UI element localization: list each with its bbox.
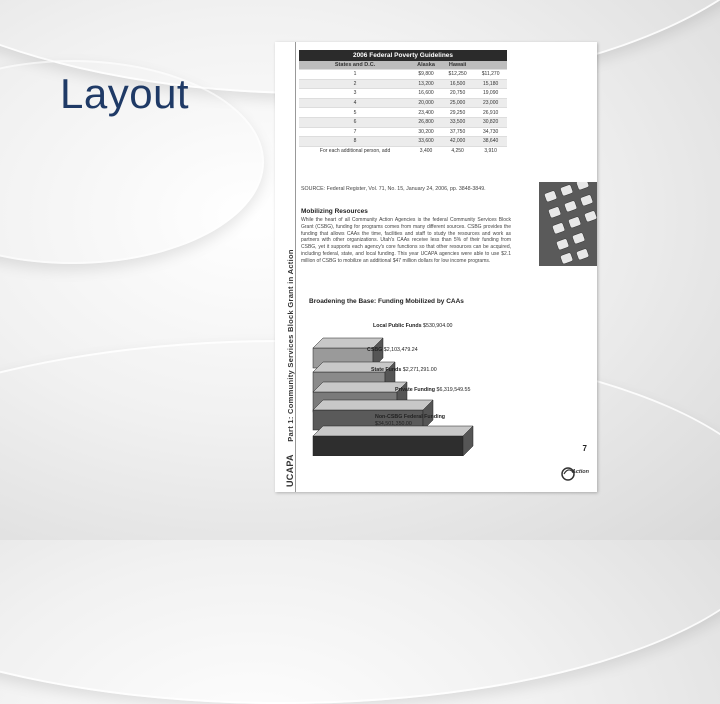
poverty-guidelines-table xyxy=(299,50,507,155)
slide-title: Layout xyxy=(60,70,190,117)
table-row xyxy=(299,89,507,99)
chart-label-3 xyxy=(395,387,470,393)
table-cell: 5 xyxy=(299,108,411,118)
table-cell: 6 xyxy=(299,117,411,127)
table-header xyxy=(474,61,507,70)
table-body xyxy=(299,70,507,156)
mobilizing-body: While the heart of all Community Action Agencies is the federal Community Services Block Grant (CSBG), funding for programs comes from many different sources. CSBG provides the funding that allows CAAs the time, facilities and staff to study the resources and work as partners with other organizations. Utah's CAAs receive less than 5% of their funding from CSBG, yet it supports each agency's core functions so that other resources can be acquired, including federal, state, and local funding. This year UCAPA agencies were able to use $2.1 million of CSBG to mobilize an additional $47 million dollars for low income programs. xyxy=(301,217,511,264)
chart-label-2 xyxy=(371,367,437,373)
table-cell: 2 xyxy=(299,79,411,89)
logo-text: Action xyxy=(571,469,589,475)
table-cell: $12,250 xyxy=(441,70,474,80)
table-row xyxy=(299,146,507,155)
table-cell: 20,000 xyxy=(411,98,441,108)
table-cell: 23,400 xyxy=(411,108,441,118)
table-cell: 1 xyxy=(299,70,411,80)
table-cell: For each additional person, add xyxy=(299,146,411,155)
table-cell: 26,800 xyxy=(411,117,441,127)
table-row xyxy=(299,108,507,118)
chart-value-label: $34,501,350.00 xyxy=(375,421,412,427)
spine-section: Part 1: Community Services Block Grant in Action xyxy=(286,249,295,442)
table-cell: $11,270 xyxy=(474,70,507,80)
table-cell: 4,250 xyxy=(441,146,474,155)
table-source: SOURCE: Federal Register, Vol. 71, No. 15, January 24, 2006, pp. 3848-3849. xyxy=(301,186,486,192)
table-row xyxy=(299,79,507,89)
table-cell: 8 xyxy=(299,137,411,147)
table-header: States and D.C. xyxy=(299,61,411,70)
table-row xyxy=(299,127,507,137)
chart-category-label: Non-CSBG Federal Funding xyxy=(375,414,446,420)
chart-category-label: Private Funding xyxy=(395,387,436,393)
table-cell: 33,500 xyxy=(441,117,474,127)
chart-category-label: Local Public Funds xyxy=(373,323,422,329)
chart-value-label: $6,319,549.55 xyxy=(436,387,471,393)
table-cell: 38,640 xyxy=(474,137,507,147)
chart-category-label: State Funds xyxy=(371,367,402,373)
table-cell: 3,910 xyxy=(474,146,507,155)
chart-value-label: $2,271,291.00 xyxy=(402,367,437,373)
table-cell: 4 xyxy=(299,98,411,108)
table-cell: 25,000 xyxy=(441,98,474,108)
chart-value-label: $530,904.00 xyxy=(423,323,453,329)
chart-category-label: CSBG xyxy=(367,347,383,353)
chart-step-top-2 xyxy=(313,382,407,392)
table-cell: 30,200 xyxy=(411,127,441,137)
table-cell: 7 xyxy=(299,127,411,137)
calculator-photo xyxy=(539,182,597,266)
chart-label-1 xyxy=(367,347,418,353)
table-cell: 30,820 xyxy=(474,117,507,127)
chart-step-4 xyxy=(313,436,463,456)
table-cell: 3,400 xyxy=(411,146,441,155)
table-row xyxy=(299,117,507,127)
table-cell: 23,000 xyxy=(474,98,507,108)
table-cell: $9,800 xyxy=(411,70,441,80)
page-spine xyxy=(275,42,296,492)
table-cell: 16,600 xyxy=(411,89,441,99)
chart-title: Broadening the Base: Funding Mobilized by CAAs xyxy=(309,298,464,305)
document-page xyxy=(275,42,597,492)
table-cell: 19,090 xyxy=(474,89,507,99)
chart-label-0 xyxy=(373,323,453,329)
table-cell: 33,600 xyxy=(411,137,441,147)
table-cell: 26,910 xyxy=(474,108,507,118)
table-row xyxy=(299,70,507,80)
table-cell: 34,730 xyxy=(474,127,507,137)
table-cell: 29,250 xyxy=(441,108,474,118)
page-number: 7 xyxy=(582,444,587,453)
chart-label-4 xyxy=(375,414,445,428)
spine-org: UCAPA xyxy=(285,454,295,487)
mobilizing-heading: Mobilizing Resources xyxy=(301,208,368,215)
table-row xyxy=(299,137,507,147)
table-row xyxy=(299,98,507,108)
table-cell: 13,200 xyxy=(411,79,441,89)
table-cell: 42,000 xyxy=(441,137,474,147)
table-cell: 37,750 xyxy=(441,127,474,137)
table-header: Alaska xyxy=(411,61,441,70)
table-title: 2006 Federal Poverty Guidelines xyxy=(299,50,507,61)
table-cell: 16,500 xyxy=(441,79,474,89)
table-cell: 15,180 xyxy=(474,79,507,89)
table-cell: 20,750 xyxy=(441,89,474,99)
chart-value-label: $2,103,479.24 xyxy=(383,347,418,353)
table-header: Hawaii xyxy=(441,61,474,70)
table-cell: 3 xyxy=(299,89,411,99)
chart-step-top-3 xyxy=(313,400,433,410)
